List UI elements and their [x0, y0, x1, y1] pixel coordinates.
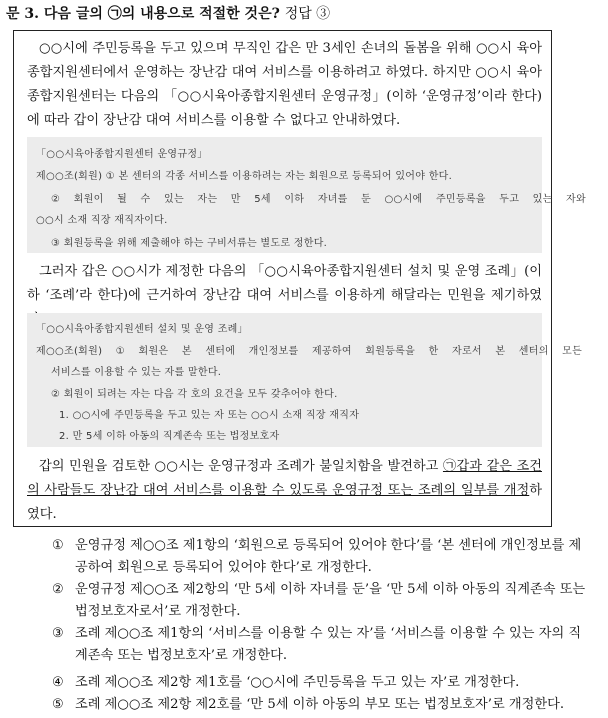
choice-text: 조례 제○○조 제2항 제2호를 ‘만 5세 이하 아동의 부모 또는 법정보호자’로 개정한다. [75, 697, 565, 712]
choice-text: 운영규정 제○○조 제2항의 ‘만 5세 이하 자녀를 둔’을 ‘만 5세 이하 아동의 직계존속 또는 법정보호자로서’로 개정한다. [75, 582, 586, 619]
rules-box [27, 137, 586, 253]
choice-number: ⑤ [52, 697, 64, 712]
paragraph-3-end: 하였다. [27, 483, 542, 522]
ordinance-line-1a: 제○○조(회원) ① 회원은 본 센터에 개인정보를 제공하여 회원등록을 한 자로서 본 센터의 모든 [36, 346, 583, 357]
question-text: 다음 글의 ㉠의 내용으로 적절한 것은? [43, 6, 280, 22]
ordinance-line-2: ② 회원이 되려는 자는 다음 각 호의 요건을 모두 갖추어야 한다. [51, 389, 338, 400]
rules-line-2b: ○○시 소재 직장 재직자이다. [36, 215, 168, 226]
choice-number: ④ [52, 675, 64, 690]
answer-label: 정답 ③ [284, 6, 331, 22]
rules-line-1: 제○○조(회원) ① 본 센터의 각종 서비스를 이용하려는 자는 회원으로 등록되어 있어야 한다. [36, 171, 453, 182]
ordinance-line-1b: 서비스를 이용할 수 있는 자를 말한다. [51, 367, 222, 378]
question-title [6, 3, 330, 23]
choice-text: 조례 제○○조 제2항 제1호를 ‘○○시에 주민등록을 두고 있는 자’로 개정한다. [75, 675, 520, 690]
choice-number: ③ [52, 626, 64, 641]
ordinance-item-2: 2. 만 5세 이하 아동의 직계존속 또는 법정보호자 [59, 431, 280, 442]
choice-text: 운영규정 제○○조 제1항의 ‘회원으로 등록되어 있어야 한다’를 ‘본 센터에 개인정보를 제공하여 회원으로 등록되어 있어야 한다’로 개정한다. [75, 538, 582, 575]
underlined-target-clause: ㉠갑과 같은 조건의 사람들도 장난감 대여 서비스를 이용할 수 있도록 운영규정 또는 조례의 일부를 개정 [27, 459, 542, 498]
passage-paragraph-3 [27, 455, 542, 527]
rules-line-2a: ② 회원이 될 수 있는 자는 만 5세 이하 자녀를 둔 ○○시에 주민등록을 두고 있는 자와 [51, 194, 586, 205]
choice-text: 조례 제○○조 제1항의 ‘서비스를 이용할 수 있는 자’를 ‘서비스를 이용할 수 있는 자의 직계존속 또는 법정보호자’로 개정한다. [75, 626, 582, 663]
question-number: 문 3. [6, 6, 40, 22]
rules-line-3: ③ 회원등록을 위해 제출해야 하는 구비서류는 별도로 정한다. [51, 238, 328, 249]
ordinance-item-1: 1. ○○시에 주민등록을 두고 있는 자 또는 ○○시 소재 직장 재직자 [59, 410, 360, 421]
ordinance-box-title: 「○○시육아종합지원센터 설치 및 운영 조례」 [36, 324, 248, 335]
rules-box-title: 「○○시육아종합지원센터 운영규정」 [36, 149, 208, 160]
choice-number: ② [52, 582, 64, 597]
choice-number: ① [52, 538, 64, 553]
passage-paragraph-2: 그러자 갑은 ○○시가 제정한 다음의 「○○시육아종합지원센터 설치 및 운영 조례」(이하 ‘조례’라 한다)에 근거하여 장난감 대여 서비스를 이용하게 해달라는 민원을 제기하였 [27, 264, 542, 303]
ordinance-box [27, 313, 583, 447]
passage-paragraph-1: ○○시에 주민등록을 두고 있으며 무직인 갑은 만 3세인 손녀의 돌봄을 위해 ○○시 육아종합지원센터에서 운영하는 장난감 대여 서비스를 이용하려고 하였다. 하지만 ○○시 육아종합지원센터는 다음의 「○○시육아종합지원센터 운영규정」(이하 ‘운영규정’이라 한다)에 따라 갑이 장난감 대여 서비스를 이용할 수 없다고 안내하였다. [27, 41, 542, 128]
paragraph-3-text: 갑의 민원을 검토한 ○○시는 운영규정과 조례가 불일치함을 발견하고 [39, 459, 443, 474]
